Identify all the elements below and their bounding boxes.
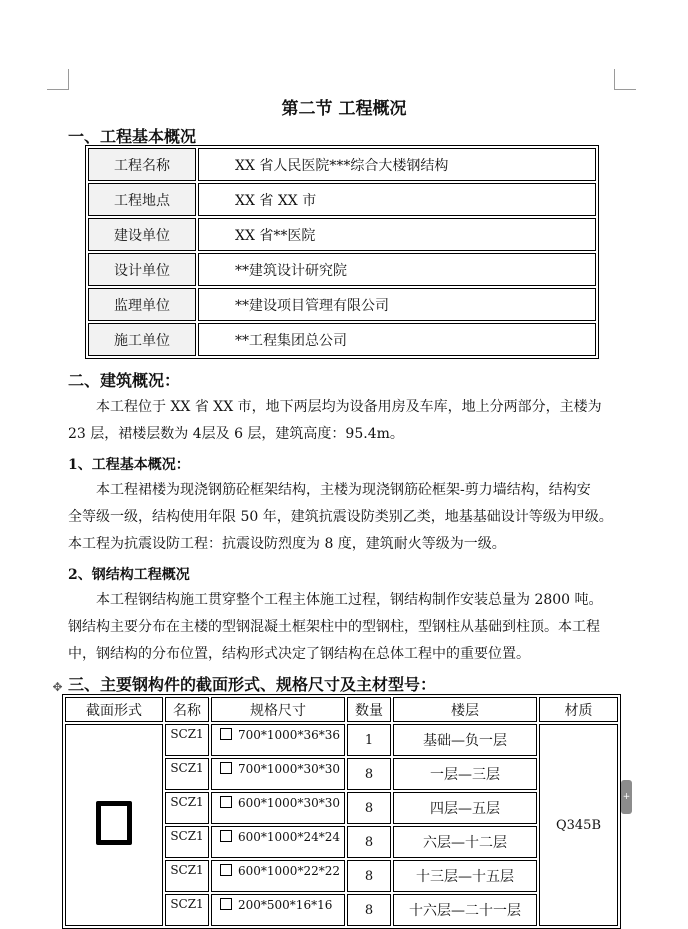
square-tube-section-icon bbox=[96, 801, 132, 845]
paragraph-line: 23 层，裙楼层数为 4层及 6 层，建筑高度：95.4m。 bbox=[68, 426, 404, 442]
member-floor: 基础—负一层 bbox=[393, 724, 537, 756]
member-name: SCZ1 bbox=[165, 758, 209, 790]
steel-overview-paragraph[interactable] bbox=[68, 587, 620, 668]
paragraph-line: 本工程裙楼为现浇钢筋砼框架结构，主楼为现浇钢筋砼框架-剪力墙结构，结构安 bbox=[96, 482, 591, 498]
table-row bbox=[65, 724, 618, 756]
info-value[interactable]: **建筑设计研究院 bbox=[198, 253, 596, 286]
box-section-icon bbox=[220, 796, 232, 808]
member-spec bbox=[211, 860, 345, 892]
info-label: 建设单位 bbox=[88, 218, 196, 251]
project-info-table bbox=[85, 145, 599, 359]
subsection2-heading: 2、钢结构工程概况 bbox=[68, 567, 190, 583]
paragraph-line: 本工程位于 XX 省 XX 市，地下两层均为设备用房及车库，地上分两部分，主楼为 bbox=[96, 399, 602, 415]
table-row bbox=[88, 288, 596, 321]
member-qty: 8 bbox=[347, 792, 391, 824]
member-name: SCZ1 bbox=[165, 792, 209, 824]
spec-text: 200*500*16*16 bbox=[238, 898, 333, 912]
member-spec bbox=[211, 792, 345, 824]
member-name: SCZ1 bbox=[165, 826, 209, 858]
col-header-qty: 数量 bbox=[347, 697, 391, 722]
section-shape-cell bbox=[65, 724, 163, 926]
member-qty: 8 bbox=[347, 894, 391, 926]
section1-heading: 一、工程基本概况 bbox=[68, 127, 197, 146]
section2-heading: 二、建筑概况： bbox=[68, 371, 181, 390]
member-floor: 十三层—十五层 bbox=[393, 860, 537, 892]
spec-text: 600*1000*24*24 bbox=[238, 830, 340, 844]
member-name: SCZ1 bbox=[165, 860, 209, 892]
section3-heading: 三、主要钢构件的截面形式、规格尺寸及主材型号： bbox=[68, 675, 437, 694]
table-row bbox=[88, 323, 596, 356]
basic-overview-paragraph[interactable] bbox=[68, 477, 620, 558]
box-section-icon bbox=[220, 864, 232, 876]
info-value[interactable]: XX 省 XX 市 bbox=[198, 183, 596, 216]
spec-text: 600*1000*22*22 bbox=[238, 864, 340, 878]
info-label: 工程地点 bbox=[88, 183, 196, 216]
col-header-section: 截面形式 bbox=[65, 697, 163, 722]
member-floor: 四层—五层 bbox=[393, 792, 537, 824]
member-qty: 8 bbox=[347, 860, 391, 892]
move-handle-icon[interactable]: ✥ bbox=[52, 680, 63, 694]
info-label: 施工单位 bbox=[88, 323, 196, 356]
box-section-icon bbox=[220, 762, 232, 774]
info-label: 工程名称 bbox=[88, 148, 196, 181]
subsection1-heading: 1、工程基本概况： bbox=[68, 457, 190, 473]
crop-mark-top-left bbox=[47, 69, 69, 90]
page-title: 第二节 工程概况 bbox=[281, 99, 407, 119]
info-value[interactable]: XX 省**医院 bbox=[198, 218, 596, 251]
table-row bbox=[88, 218, 596, 251]
table-header-row bbox=[65, 697, 618, 722]
table-row bbox=[88, 253, 596, 286]
col-header-spec: 规格尺寸 bbox=[211, 697, 345, 722]
paragraph-line: 中，钢结构的分布位置，结构形式决定了钢结构在总体工程中的重要位置。 bbox=[68, 646, 530, 662]
member-spec bbox=[211, 826, 345, 858]
side-panel-toggle-icon[interactable]: + bbox=[621, 780, 632, 814]
paragraph-line: 钢结构主要分布在主楼的型钢混凝土框架柱中的型钢柱，型钢柱从基础到柱顶。本工程 bbox=[68, 619, 600, 635]
info-value[interactable]: **工程集团总公司 bbox=[198, 323, 596, 356]
member-name: SCZ1 bbox=[165, 894, 209, 926]
steel-members-table bbox=[62, 694, 621, 929]
paragraph-line: 全等级一级，结构使用年限 50 年，建筑抗震设防类别乙类，地基基础设计等级为甲级。 bbox=[68, 509, 613, 525]
info-value[interactable]: **建设项目管理有限公司 bbox=[198, 288, 596, 321]
crop-mark-top-right bbox=[614, 69, 636, 90]
col-header-name: 名称 bbox=[165, 697, 209, 722]
table-row bbox=[88, 183, 596, 216]
spec-text: 700*1000*30*30 bbox=[238, 762, 340, 776]
member-name: SCZ1 bbox=[165, 724, 209, 756]
info-label: 监理单位 bbox=[88, 288, 196, 321]
member-spec bbox=[211, 758, 345, 790]
col-header-floor: 楼层 bbox=[393, 697, 537, 722]
table-row bbox=[88, 148, 596, 181]
spec-text: 700*1000*36*36 bbox=[238, 728, 340, 742]
member-qty: 1 bbox=[347, 724, 391, 756]
building-overview-paragraph[interactable] bbox=[68, 394, 620, 448]
paragraph-line: 本工程钢结构施工贯穿整个工程主体施工过程，钢结构制作安装总量为 2800 吨。 bbox=[96, 592, 603, 608]
member-spec bbox=[211, 724, 345, 756]
member-floor: 六层—十二层 bbox=[393, 826, 537, 858]
info-value[interactable]: XX 省人民医院***综合大楼钢结构 bbox=[198, 148, 596, 181]
member-material: Q345B bbox=[539, 724, 618, 926]
box-section-icon bbox=[220, 898, 232, 910]
box-section-icon bbox=[220, 728, 232, 740]
paragraph-line: 本工程为抗震设防工程：抗震设防烈度为 8 度，建筑耐火等级为一级。 bbox=[68, 536, 506, 552]
member-floor: 一层—三层 bbox=[393, 758, 537, 790]
member-floor: 十六层—二十一层 bbox=[393, 894, 537, 926]
member-spec bbox=[211, 894, 345, 926]
col-header-material: 材质 bbox=[539, 697, 618, 722]
info-label: 设计单位 bbox=[88, 253, 196, 286]
box-section-icon bbox=[220, 830, 232, 842]
spec-text: 600*1000*30*30 bbox=[238, 796, 340, 810]
member-qty: 8 bbox=[347, 758, 391, 790]
member-qty: 8 bbox=[347, 826, 391, 858]
